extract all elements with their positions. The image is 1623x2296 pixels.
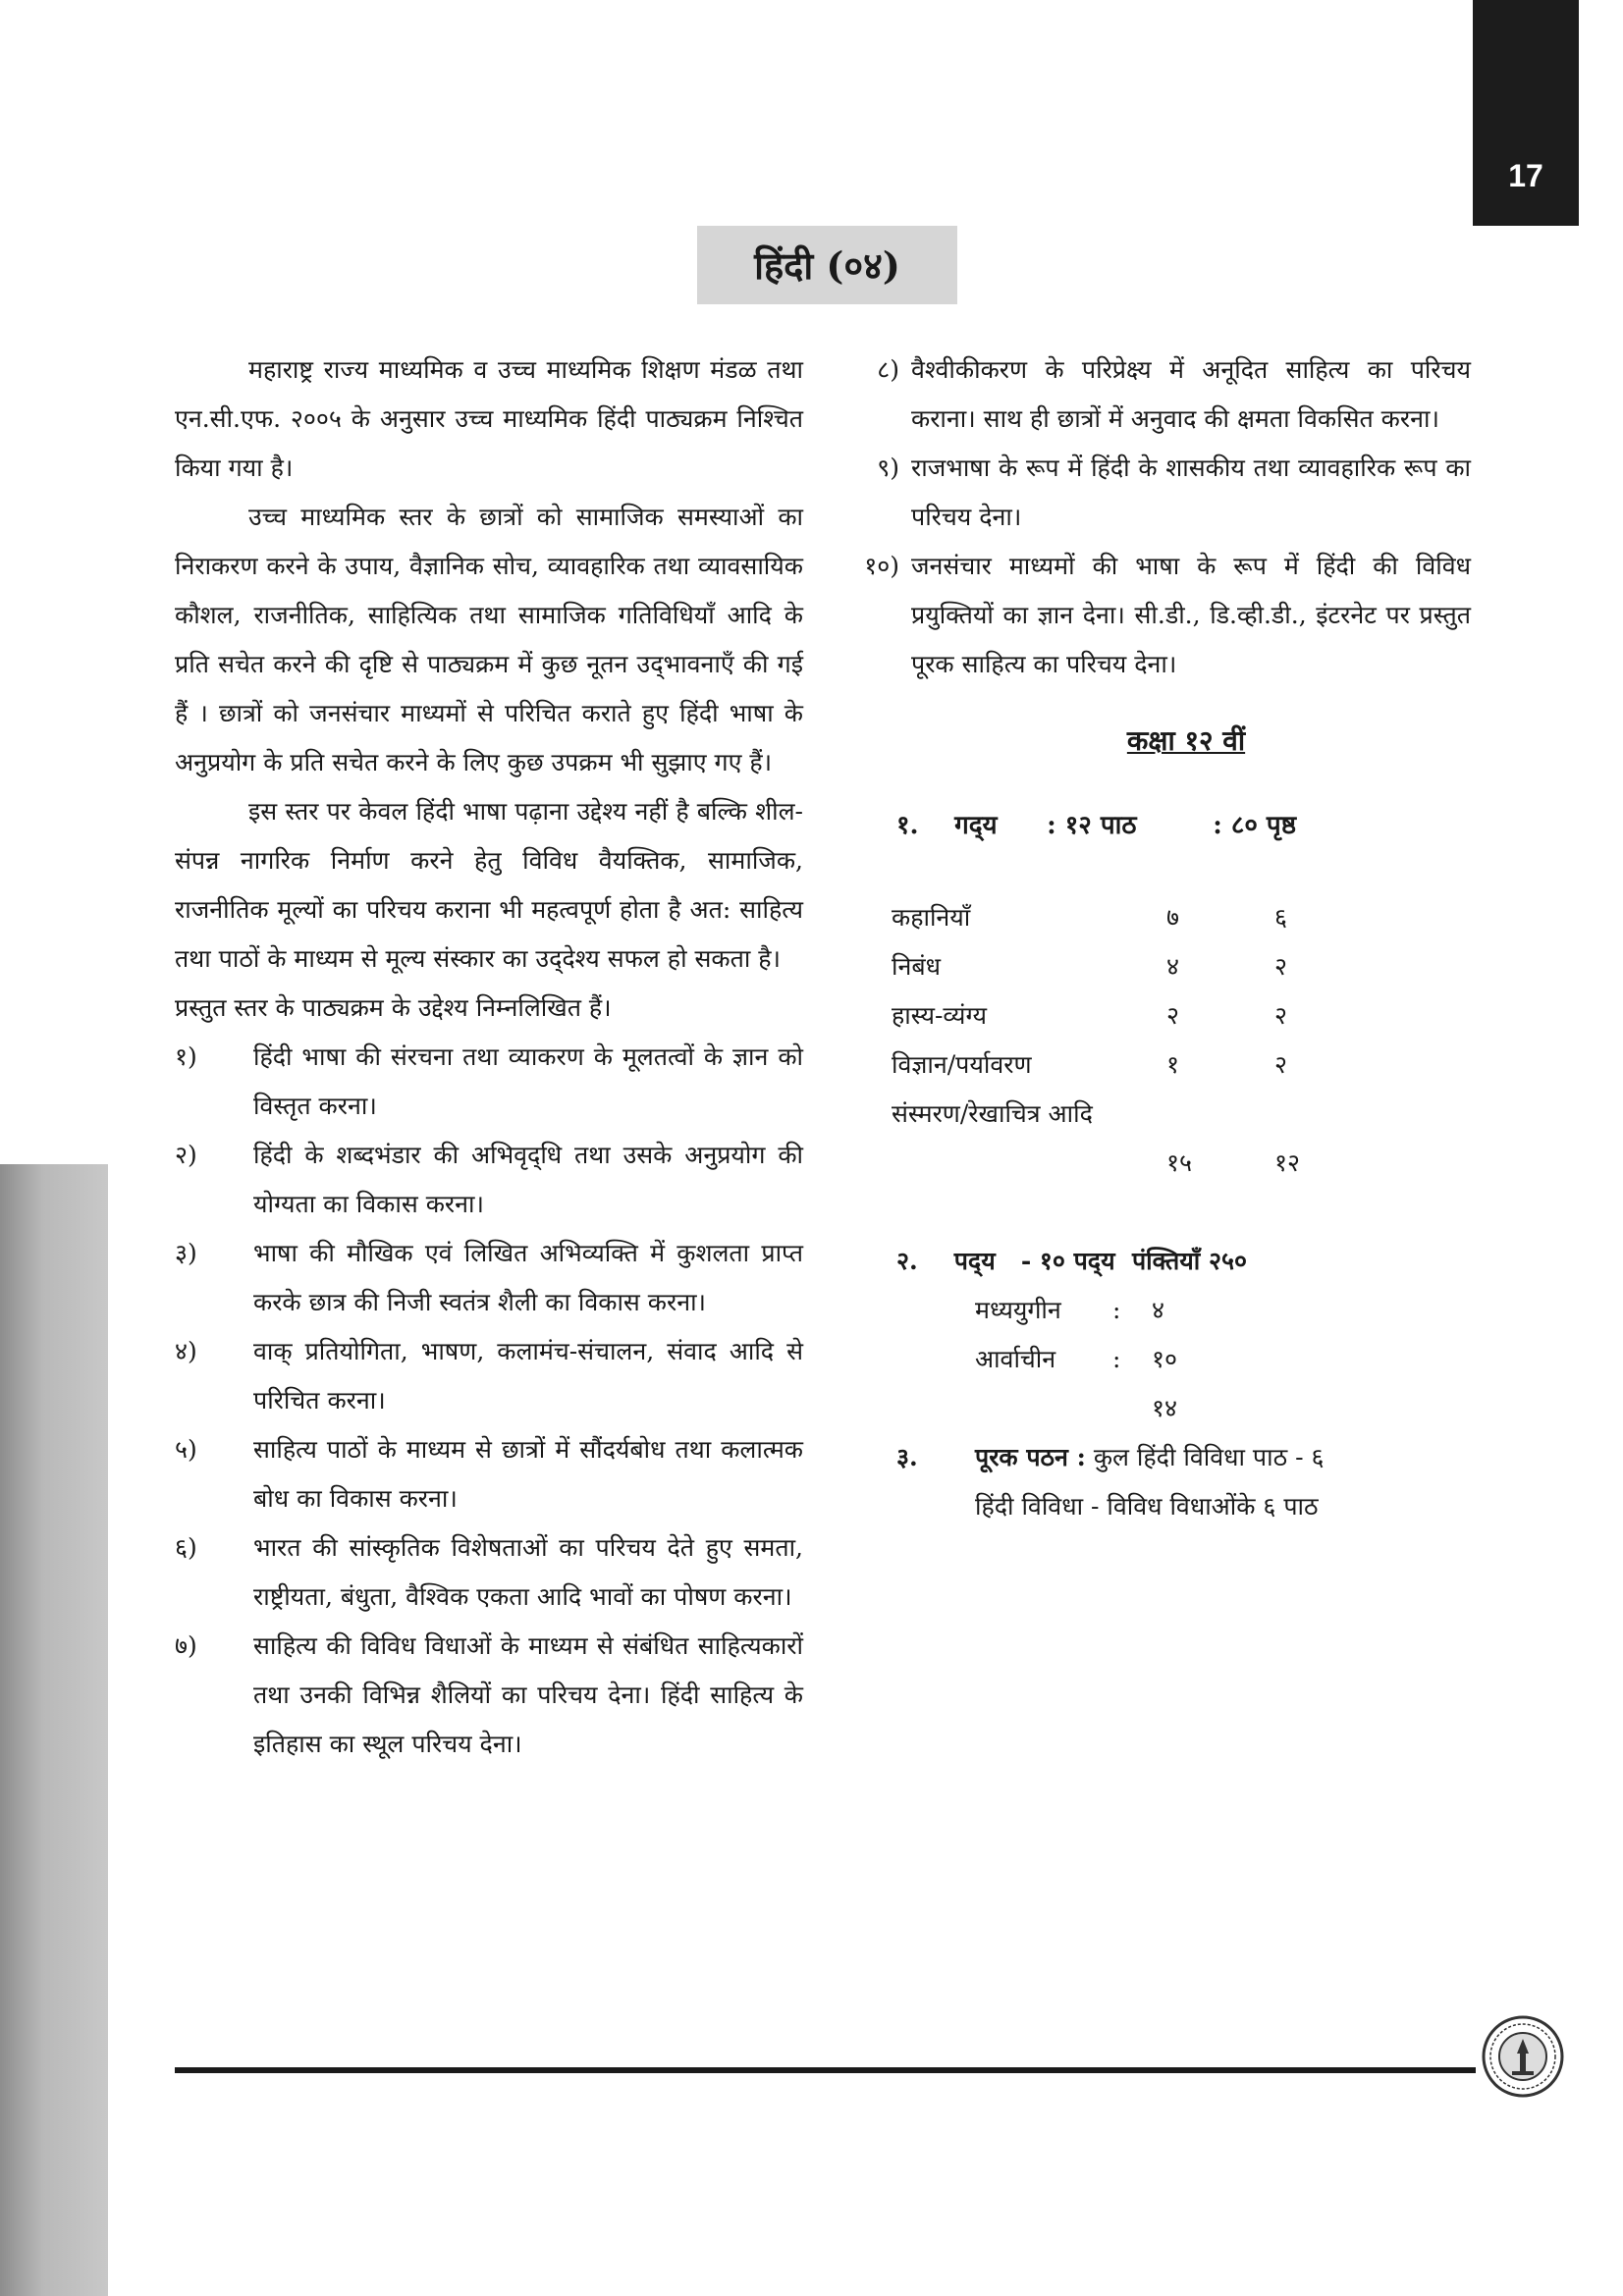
genre-count-b: २ bbox=[1274, 952, 1288, 981]
objective-text: वैश्वीकीकरण के परिप्रेक्ष्य में अनूदित साहित्य का परिचय कराना। साथ ही छात्रों में अनुवाद की क्षमता विकसित करना। bbox=[911, 355, 1471, 433]
poetry-period: मध्ययुगीन bbox=[975, 1296, 1061, 1324]
objective-item bbox=[175, 1033, 803, 1131]
objective-number: ३) bbox=[175, 1239, 197, 1267]
objective-number: ६) bbox=[175, 1533, 197, 1562]
objective-text: साहित्य पाठों के माध्यम से छात्रों में सौंदर्यबोध तथा कलात्मक बोध का विकास करना। bbox=[253, 1435, 803, 1513]
prose-label: गद्‌य bbox=[954, 811, 998, 840]
objective-text: राजभाषा के रूप में हिंदी के शासकीय तथा व्यावहारिक रूप का परिचय देना। bbox=[911, 454, 1471, 531]
board-emblem-icon bbox=[1481, 2014, 1565, 2099]
prose-pages: : ८० पृष्ठ bbox=[1213, 811, 1297, 840]
objective-number: २) bbox=[175, 1141, 197, 1169]
intro-paragraph-3: इस स्तर पर केवल हिंदी भाषा पढ़ाना उद्देश्य नहीं है बल्कि शील-संपन्न नागरिक निर्माण करने हेतु विविध वैयक्तिक, सामाजिक, राजनीतिक मूल्यों का परिचय कराना भी महत्वपूर्ण होता है अत: साहित्य तथा पाठों के माध्यम से मूल्य संस्कार का उद्‌देश्य सफल हो सकता है। bbox=[175, 797, 803, 973]
objective-text: जनसंचार माध्यमों की भाषा के रूप में हिंदी की विविध प्रयुक्तियों का ज्ञान देना। सी.डी., डि.व्ही.डी., इंटरनेट पर प्रस्तुत पूरक साहित्य का परिचय देना। bbox=[911, 552, 1471, 678]
poetry-row bbox=[975, 1286, 1471, 1335]
poetry-value: ४ bbox=[1152, 1296, 1165, 1324]
objective-item bbox=[175, 1523, 803, 1622]
objective-item bbox=[842, 542, 1471, 689]
genre-count-b: २ bbox=[1274, 1050, 1288, 1079]
side-decoration-bar bbox=[0, 1164, 108, 2296]
page-title: हिंदी (०४) bbox=[754, 243, 900, 288]
genre-count-b: ६ bbox=[1274, 903, 1288, 932]
class-heading: कक्षा १२ वीं bbox=[1126, 724, 1246, 757]
objective-number: ४) bbox=[175, 1337, 197, 1365]
objective-item bbox=[175, 1229, 803, 1327]
objective-text: साहित्य की विविध विधाओं के माध्यम से संबंधित साहित्यकारों तथा उनकी विभिन्न शैलियों का परिचय देना। हिंदी साहित्य के इतिहास का स्थूल परिचय देना। bbox=[253, 1631, 803, 1758]
total-count-b: १२ bbox=[1274, 1148, 1301, 1177]
poetry-total: १४ bbox=[1152, 1394, 1178, 1422]
supplementary-line-1: कुल हिंदी विविधा पाठ - ६ bbox=[1093, 1443, 1325, 1471]
genre-name: हास्य-व्यंग्य bbox=[892, 1001, 987, 1030]
intro-paragraph-2: उच्च माध्यमिक स्तर के छात्रों को सामाजिक समस्याओं का निराकरण करने के उपाय, वैज्ञानिक सोच, व्यावहारिक तथा व्यावसायिक कौशल, राजनीतिक, साहित्यिक तथा सामाजिक गतिविधियाँ आदि के प्रति सचेत करने की दृष्टि से पाठ्यक्रम में कुछ नूतन उद्‌भावनाएँ की गई हैं । छात्रों को जनसंचार माध्यमों से परिचित कराते हुए हिंदी भाषा के अनुप्रयोग के प्रति सचेत करने के लिए कुछ उपक्रम भी सुझाए गए हैं। bbox=[175, 503, 803, 776]
intro-paragraph-1: महाराष्ट्र राज्य माध्यमिक व उच्च माध्यमिक शिक्षण मंडळ तथा एन.सी.एफ. २००५ के अनुसार उच्च माध्यमिक हिंदी पाठ्यक्रम निश्चित किया गया है। bbox=[175, 355, 803, 482]
objective-number: ९) bbox=[877, 454, 899, 482]
supplementary-number: ३. bbox=[896, 1443, 918, 1471]
left-column bbox=[175, 346, 803, 1769]
objective-number: १) bbox=[175, 1042, 197, 1071]
objective-item bbox=[842, 346, 1471, 444]
supplementary-section bbox=[896, 1433, 1471, 1531]
table-row bbox=[892, 942, 1300, 991]
poetry-heading bbox=[896, 1237, 1471, 1286]
page-title-box bbox=[697, 226, 957, 304]
genre-count-a: २ bbox=[1166, 1001, 1180, 1030]
page-number: 17 bbox=[1508, 158, 1543, 193]
prose-heading bbox=[896, 801, 1471, 850]
footer-rule bbox=[175, 2067, 1476, 2073]
table-total-row bbox=[892, 1139, 1300, 1188]
poetry-value: १० bbox=[1152, 1345, 1178, 1373]
poetry-sep: : bbox=[1112, 1345, 1121, 1373]
genre-name: कहानियाँ bbox=[892, 903, 971, 932]
poetry-heading-text: पद्‌य - १० पद्‌य पंक्तियाँ २५० bbox=[953, 1247, 1247, 1275]
table-row bbox=[892, 1090, 1300, 1139]
poetry-number: २. bbox=[896, 1247, 918, 1275]
objective-number: ७) bbox=[175, 1631, 197, 1660]
objective-number: १०) bbox=[864, 552, 899, 580]
objective-number: ८) bbox=[877, 355, 899, 384]
table-row bbox=[892, 991, 1300, 1041]
table-row bbox=[892, 893, 1300, 942]
objective-text: हिंदी भाषा की संरचना तथा व्याकरण के मूलतत्वों के ज्ञान को विस्तृत करना। bbox=[253, 1042, 803, 1120]
genre-name: निबंध bbox=[892, 952, 942, 981]
genre-count-a: ७ bbox=[1166, 903, 1180, 932]
poetry-sep: : bbox=[1112, 1296, 1121, 1324]
table-row bbox=[892, 1041, 1300, 1090]
genre-count-a: १ bbox=[1166, 1050, 1180, 1079]
objective-item bbox=[175, 1622, 803, 1769]
objectives-intro: प्रस्तुत स्तर के पाठ्यक्रम के उद्देश्य निम्नलिखित हैं। bbox=[175, 993, 612, 1022]
poetry-section bbox=[896, 1237, 1471, 1433]
poetry-period: आर्वाचीन bbox=[975, 1345, 1056, 1373]
objective-item bbox=[175, 1131, 803, 1229]
objective-text: भारत की सांस्कृतिक विशेषताओं का परिचय देते हुए समता, राष्ट्रीयता, बंधुता, वैश्विक एकता आदि भावों का पोषण करना। bbox=[253, 1533, 803, 1611]
objective-item bbox=[842, 444, 1471, 542]
prose-lessons: : १२ पाठ bbox=[1047, 811, 1137, 840]
genre-count-b: २ bbox=[1274, 1001, 1288, 1030]
supplementary-label: पूरक पठन : bbox=[975, 1443, 1086, 1471]
poetry-total-row bbox=[975, 1384, 1471, 1433]
poetry-row bbox=[975, 1335, 1471, 1384]
supplementary-line-2: हिंदी विविधा - विविध विधाओंके ६ पाठ bbox=[975, 1492, 1319, 1521]
right-column bbox=[842, 346, 1471, 1531]
objective-number: ५) bbox=[175, 1435, 197, 1464]
page-number-tab bbox=[1473, 0, 1579, 226]
objective-text: भाषा की मौखिक एवं लिखित अभिव्यक्ति में कुशलता प्राप्त करके छात्र की निजी स्वतंत्र शैली का विकास करना। bbox=[253, 1239, 803, 1316]
objective-text: हिंदी के शब्दभंडार की अभिवृद्‌धि तथा उसके अनुप्रयोग की योग्यता का विकास करना। bbox=[253, 1141, 803, 1218]
prose-table bbox=[892, 893, 1300, 1188]
genre-name: विज्ञान/पर्यावरण bbox=[892, 1050, 1032, 1079]
prose-number: १. bbox=[896, 811, 919, 840]
genre-count-a: ४ bbox=[1166, 952, 1180, 981]
objective-text: वाक्‌ प्रतियोगिता, भाषण, कलामंच-संचालन, संवाद आदि से परिचित करना। bbox=[253, 1337, 803, 1415]
genre-name: संस्मरण/रेखाचित्र आदि bbox=[892, 1099, 1093, 1128]
total-count-a: १५ bbox=[1166, 1148, 1193, 1177]
objective-item bbox=[175, 1425, 803, 1523]
objective-item bbox=[175, 1327, 803, 1425]
